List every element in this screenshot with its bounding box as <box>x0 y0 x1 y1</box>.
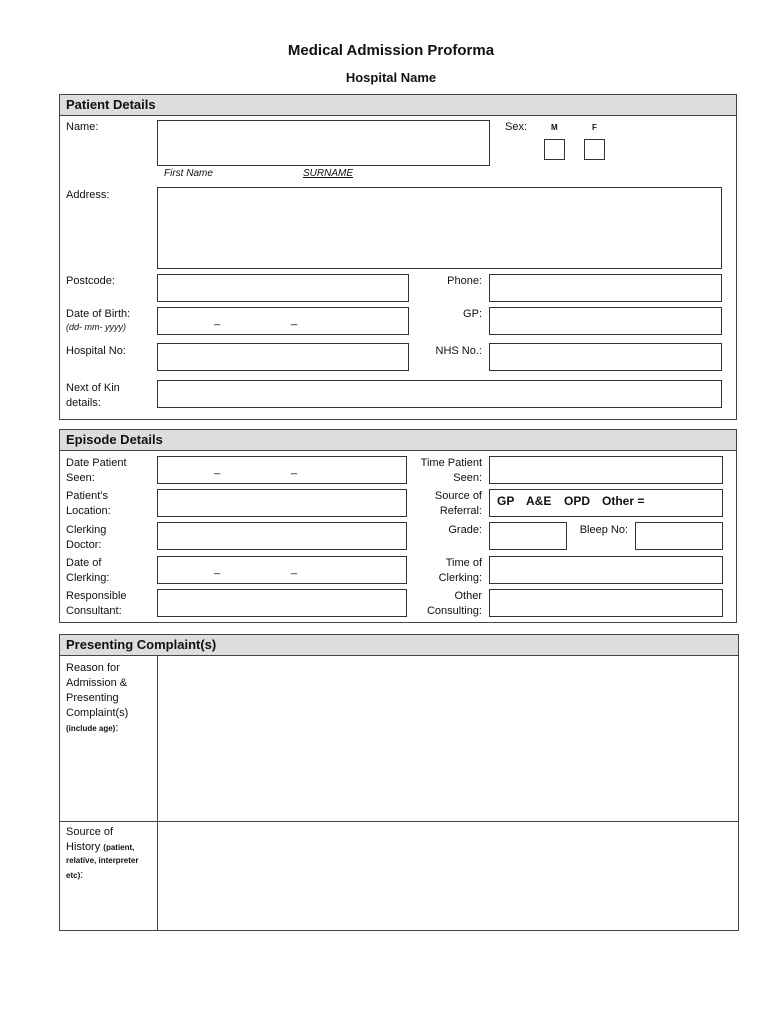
phone-field[interactable] <box>489 274 722 302</box>
history-label-line2 <box>66 840 134 855</box>
hospital-name: Hospital Name <box>345 70 437 85</box>
grade-field[interactable] <box>489 522 567 550</box>
reason-label-line4: Complaint(s) <box>66 707 129 719</box>
hospital-no-label: Hospital No: <box>66 345 126 357</box>
gp-label: GP: <box>463 308 482 320</box>
time-clerking-label-line2: Clerking: <box>438 572 482 584</box>
name-label: Name: <box>66 121 99 133</box>
referral-label-line2: Referral: <box>439 505 482 517</box>
sex-label: Sex: <box>505 121 528 133</box>
clerking-doctor-field[interactable] <box>157 522 407 550</box>
date-separator: _ <box>214 563 221 575</box>
gp-field[interactable] <box>489 307 722 335</box>
postcode-field[interactable] <box>157 274 409 302</box>
dob-field[interactable] <box>157 307 409 335</box>
reason-note-text: (include age) <box>66 724 116 733</box>
date-seen-label-line1: Date Patient <box>66 457 127 469</box>
consultant-field[interactable] <box>157 589 407 617</box>
address-field[interactable] <box>157 187 722 269</box>
reason-note <box>66 721 118 736</box>
date-seen-field[interactable] <box>157 456 407 484</box>
episode-details-section <box>59 429 737 623</box>
time-seen-field[interactable] <box>489 456 723 484</box>
episode-details-heading: Episode Details <box>60 430 736 451</box>
kin-field[interactable] <box>157 380 722 408</box>
other-consulting-field[interactable] <box>489 589 723 617</box>
history-field[interactable] <box>158 822 738 930</box>
sex-m-checkbox[interactable] <box>544 139 565 160</box>
referral-option-opd[interactable]: OPD <box>564 494 591 508</box>
bleep-label: Bleep No: <box>579 524 628 536</box>
date-separator: _ <box>214 463 221 475</box>
other-consulting-label-line2: Consulting: <box>426 605 482 617</box>
presenting-complaint-heading: Presenting Complaint(s) <box>60 635 738 656</box>
history-note-line3 <box>66 868 83 883</box>
referral-option-gp[interactable]: GP <box>497 494 515 508</box>
postcode-label: Postcode: <box>66 275 115 287</box>
other-consulting-label-line1: Other <box>454 590 482 602</box>
location-label-line1: Patient’s <box>66 490 108 502</box>
reason-label-line1: Reason for <box>66 662 120 674</box>
nhs-no-label: NHS No.: <box>435 345 482 357</box>
history-label-line1: Source of <box>66 826 114 838</box>
clerking-doctor-label-line2: Doctor: <box>66 539 102 551</box>
patient-details-heading: Patient Details <box>60 95 736 116</box>
kin-label-line1: Next of Kin <box>66 382 120 394</box>
name-field[interactable] <box>157 120 490 166</box>
presenting-complaint-section <box>59 634 739 931</box>
grade-label: Grade: <box>448 524 482 536</box>
consultant-label-line2: Consultant: <box>66 605 122 617</box>
referral-option-ae[interactable]: A&E <box>526 494 552 508</box>
sex-f-label: F <box>592 123 597 132</box>
dob-format-hint: (dd- mm- yyyy) <box>66 322 126 332</box>
history-label-text: History <box>66 841 101 853</box>
history-note-colon: : <box>80 869 84 881</box>
consultant-label-line1: Responsible <box>66 590 127 602</box>
date-clerking-label-line2: Clerking: <box>66 572 110 584</box>
history-note-line2: relative, interpreter <box>66 856 139 865</box>
date-separator: _ <box>291 563 298 575</box>
reason-label-line3: Presenting <box>66 692 119 704</box>
time-clerking-label-line1: Time of <box>445 557 482 569</box>
time-clerking-field[interactable] <box>489 556 723 584</box>
address-label: Address: <box>66 189 110 201</box>
kin-label-line2: details: <box>66 397 101 409</box>
date-clerking-label-line1: Date of <box>66 557 102 569</box>
bleep-field[interactable] <box>635 522 723 550</box>
reason-label-line2: Admission & <box>66 677 128 689</box>
referral-option-other[interactable]: Other = <box>602 494 645 508</box>
sex-f-checkbox[interactable] <box>584 139 605 160</box>
patient-details-section <box>59 94 737 420</box>
hospital-no-field[interactable] <box>157 343 409 371</box>
location-label-line2: Location: <box>66 505 111 517</box>
date-seen-label-line2: Seen: <box>66 472 95 484</box>
time-seen-label-line2: Seen: <box>453 472 482 484</box>
referral-field[interactable] <box>489 489 723 517</box>
referral-label-line1: Source of <box>434 490 482 502</box>
reason-field[interactable] <box>158 656 738 821</box>
reason-note-colon: : <box>115 722 119 734</box>
date-separator: _ <box>291 463 298 475</box>
location-field[interactable] <box>157 489 407 517</box>
nhs-no-field[interactable] <box>489 343 722 371</box>
clerking-doctor-label-line1: Clerking <box>66 524 107 536</box>
dob-separator: _ <box>214 314 221 326</box>
dob-separator: _ <box>291 314 298 326</box>
dob-label: Date of Birth: <box>66 308 131 320</box>
phone-label: Phone: <box>447 275 482 287</box>
history-note-text: etc) <box>66 871 81 880</box>
sex-m-label: M <box>551 123 558 132</box>
time-seen-label-line1: Time Patient <box>420 457 482 469</box>
history-note-line1: (patient, <box>103 843 135 852</box>
date-clerking-field[interactable] <box>157 556 407 584</box>
first-name-hint: First Name <box>164 168 213 179</box>
surname-hint: SURNAME <box>303 168 354 179</box>
form-title: Medical Admission Proforma <box>287 42 495 59</box>
